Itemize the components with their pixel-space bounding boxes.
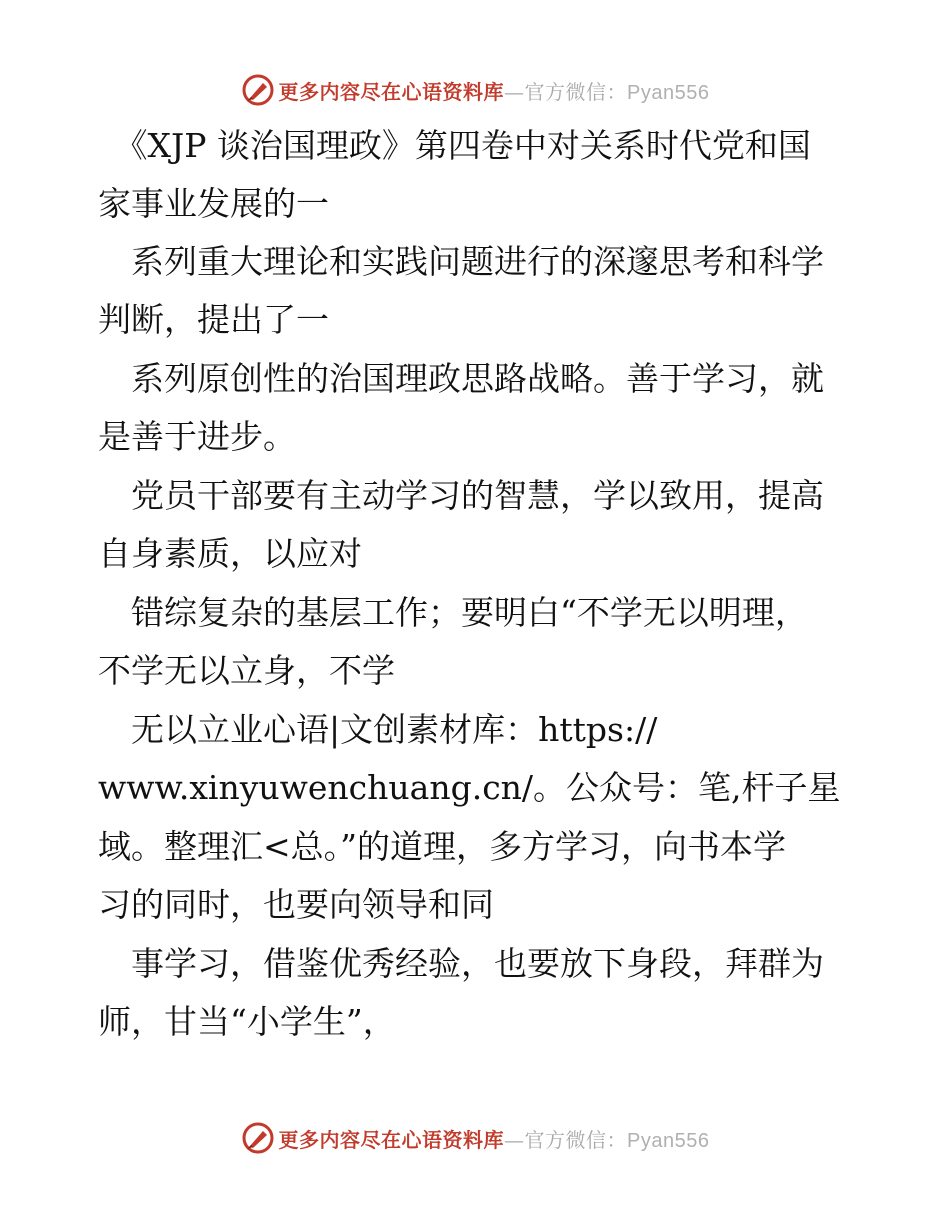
text-line: 域。整理汇<总。”的道理，多方学习，向书本学 [98,827,787,866]
pen-nib-logo-icon [241,1121,275,1155]
text-line: 师，甘当“小学生”， [98,1002,396,1041]
watermark-dash: — [504,79,525,104]
text-line: www.xinyuwenchuang.cn/。公众号：笔,杆子星 [98,768,841,807]
watermark-wechat-label: 官方微信： [524,79,628,104]
text-line: 《XJP 谈治国理政》第四卷中对关系时代党和国 [98,126,811,165]
watermark-wechat-label: 官方微信： [524,1127,628,1152]
text-line: 家事业发展的一 [98,184,329,223]
watermark-brand-text: 更多内容尽在心语资料库 [278,79,505,104]
watermark-brand-text: 更多内容尽在心语资料库 [278,1127,505,1152]
text-line: 事学习，借鉴优秀经验，也要放下身段，拜群为 [98,944,824,983]
text-line: 习的同时，也要向领导和同 [98,885,494,924]
text-line: 自身素质，以应对 [98,534,362,573]
text-line: 判断，提出了一 [98,300,329,339]
text-line: 党员干部要有主动学习的智慧，学以致用，提高 [98,476,824,515]
pen-nib-logo-icon [241,73,275,107]
watermark-dash: — [504,1127,525,1152]
watermark-wechat-id: Pyan556 [627,1129,710,1152]
text-line: 系列原创性的治国理政思路战略。善于学习，就 [98,359,824,398]
header-watermark [0,70,950,110]
watermark-wechat-id: Pyan556 [627,81,710,104]
text-line: 无以立业心语|文创素材库：https:// [98,710,658,749]
footer-watermark [0,1118,950,1158]
text-line: 错综复杂的基层工作；要明白“不学无以明理， [98,593,808,632]
text-line: 系列重大理论和实践问题进行的深邃思考和科学 [98,242,824,281]
text-line: 不学无以立身，不学 [98,651,395,690]
text-line: 是善于进步。 [98,417,296,456]
